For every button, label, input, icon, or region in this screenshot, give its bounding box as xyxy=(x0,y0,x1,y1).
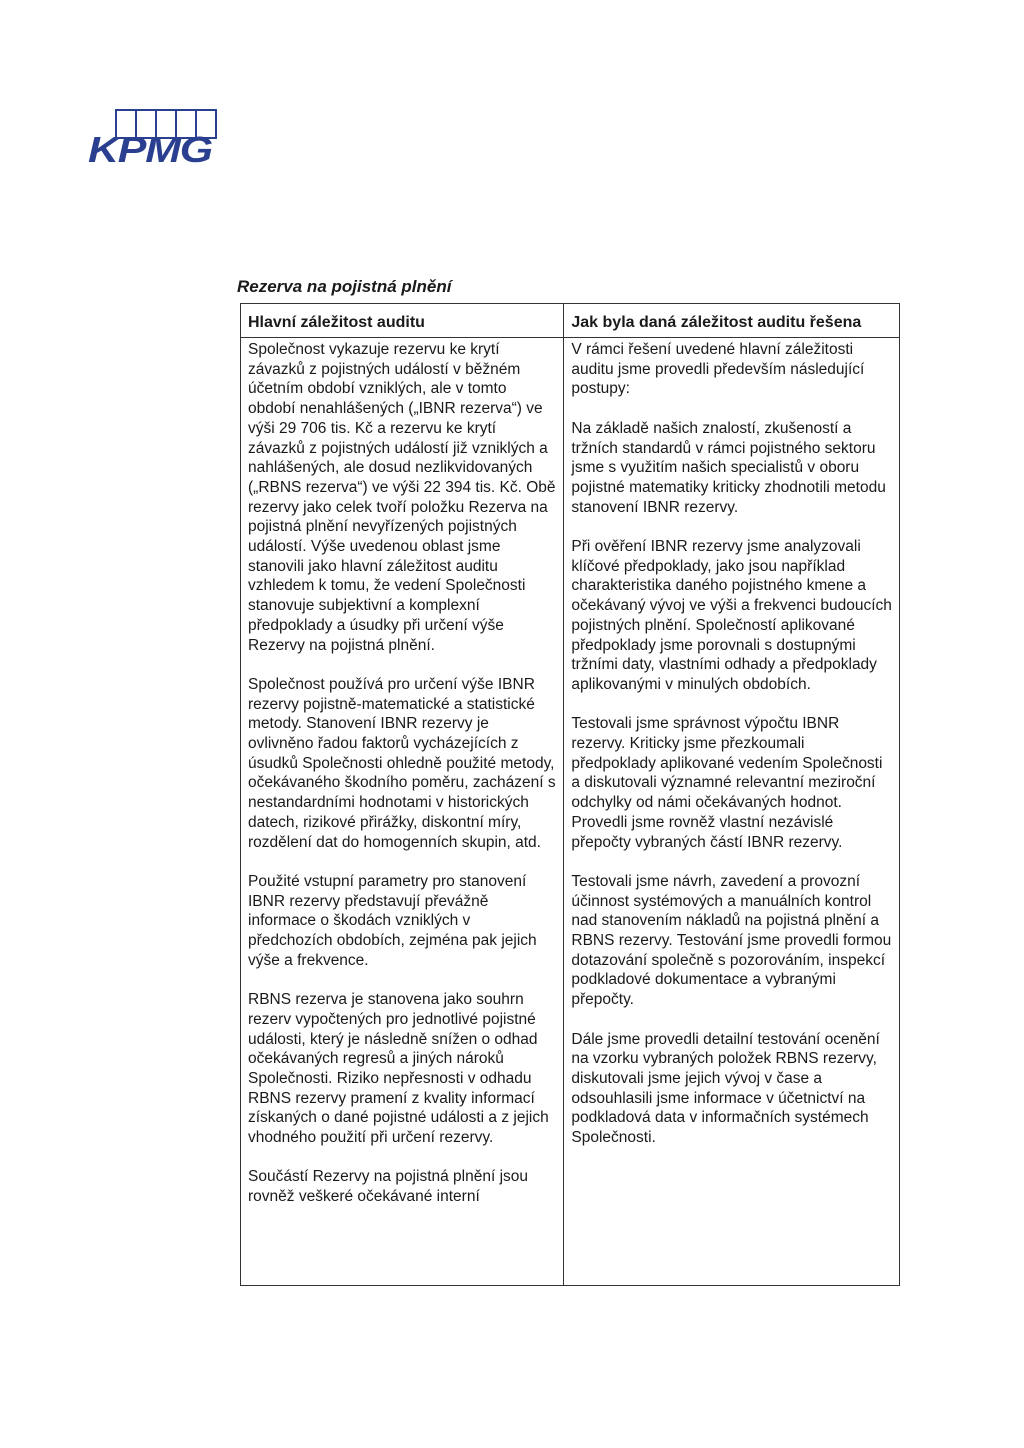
key-audit-matter-cell xyxy=(241,338,564,1286)
key-audit-matter-header: Hlavní záležitost auditu xyxy=(241,304,564,338)
paragraph: Testovali jsme správnost výpočtu IBNR rezervy. Kriticky jsme přezkoumali předpoklady aplikované vedením Společnosti a diskutovali významné relevantní meziroční odchylky od námi očekávaných hodnot. Provedli jsme rovněž vlastní nezávislé přepočty vybraných částí IBNR rezervy. xyxy=(571,715,883,851)
paragraph: V rámci řešení uvedené hlavní záležitosti auditu jsme provedli především následující postupy: xyxy=(571,341,865,398)
paragraph: RBNS rezerva je stanovena jako souhrn rezerv vypočtených pro jednotlivé pojistné události, který je následně snížen o odhad očekávaných regresů a jiných nároků Společnosti. Riziko nepřesnosti v odhadu RBNS rezervy pramení z kvality informací získaných o dané pojistné události a z jejich vhodného použití při určení rezervy. xyxy=(248,991,549,1147)
paragraph: Při ověření IBNR rezervy jsme analyzovali klíčové předpoklady, jako jsou například charakteristika daného pojistného kmene a očekávaný vývoj ve výši a frekvenci budoucích pojistných plnění. Společností aplikované předpoklady jsme porovnali s dostupnými tržními daty, vlastními odhady a předpoklady aplikovanými v minulých obdobích. xyxy=(571,538,892,693)
paragraph: Testovali jsme návrh, zavedení a provozní účinnost systémových a manuálních kontrol nad stanovením nákladů na pojistná plnění a RBNS rezervy. Testování jsme provedli formou dotazování společně s pozorováním, inspekcí podkladové dokumentace a vybranými přepočty. xyxy=(571,872,892,1009)
paragraph: Společnost vykazuje rezervu ke krytí závazků z pojistných událostí v běžném účetním období vzniklých, ale v tomto období nenahlášených („IBNR rezerva“) ve výši 29 706 tis. Kč a rezervu ke krytí závazků z pojistných událostí již vzniklých a nahlášených, ale dosud nezlikvidovaných („RBNS rezerva“) ve výši 22 394 tis. Kč. Obě rezervy jako celek tvoří položku Rezerva na pojistná plnění nevyřízených pojistných událostí. Výše uvedenou oblast jsme stanovili jako hlavní záležitost auditu vzhledem k tomu, že vedení Společnosti stanovuje subjektivní a komplexní předpoklady a úsudky při určení výše Rezervy na pojistná plnění. xyxy=(248,341,556,654)
paragraph: Společnost používá pro určení výše IBNR rezervy pojistně-matematické a statistické metody. Stanovení IBNR rezervy je ovlivněno řadou faktorů vycházejících z úsudků Společnosti ohledně použité metody, očekávaného škodního poměru, zacházení s nestandardními hodnotami v historických datech, rizikové přirážky, diskontní míry, rozdělení dat do homogenních skupin, atd. xyxy=(248,675,556,851)
paragraph: Součástí Rezervy na pojistná plnění jsou rovněž veškeré očekávané interní xyxy=(248,1168,529,1206)
table-row xyxy=(241,338,900,1286)
section-title: Rezerva na pojistná plnění xyxy=(237,277,452,296)
kpmg-logo xyxy=(86,108,222,166)
paragraph: Dále jsme provedli detailní testování ocenění na vzorku vybraných položek RBNS rezervy, diskutovali jsme jejich vývoj v čase a odsouhlasili jsme informace v účetnictví na podkladová data v informačních systémech Společnosti. xyxy=(571,1030,880,1147)
audit-response-header: Jak byla daná záležitost auditu řešena xyxy=(564,304,900,338)
svg-text:KPMG: KPMG xyxy=(88,129,212,166)
audit-response-cell xyxy=(564,338,900,1286)
table-header-row xyxy=(241,304,900,338)
paragraph: Na základě našich znalostí, zkušeností a tržních standardů v rámci pojistného sektoru jsme s využitím našich specialistů v oboru pojistné matematiky kriticky zhodnotili metodu stanovení IBNR rezervy. xyxy=(571,419,886,516)
paragraph: Použité vstupní parametry pro stanovení IBNR rezervy představují převážně informace o škodách vzniklých v předchozích obdobích, zejména pak jejich výše a frekvence. xyxy=(248,872,537,969)
audit-matters-table xyxy=(240,303,900,1286)
